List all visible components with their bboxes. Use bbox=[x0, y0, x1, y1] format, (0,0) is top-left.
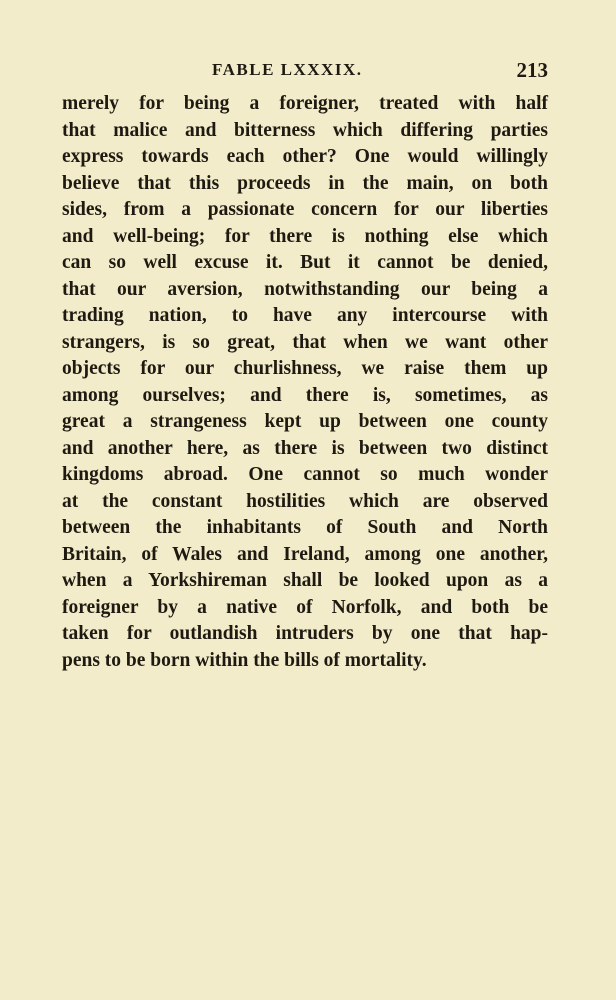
text-line: objects for our churlishness, we raise them up bbox=[62, 358, 548, 379]
text-line: among ourselves; and there is, sometimes, as bbox=[62, 384, 548, 406]
text-line: foreigner by a native of Norfolk, and both be bbox=[62, 596, 548, 618]
running-title: FABLE LXXXIX. bbox=[212, 60, 363, 79]
text-line: kingdoms abroad. One cannot so much wonder bbox=[62, 464, 548, 485]
text-line: that our aversion, notwithstanding our being a bbox=[62, 278, 548, 300]
text-line: that malice and bitterness which differing parties bbox=[62, 119, 548, 141]
text-line: great a strangeness kept up between one county bbox=[62, 411, 548, 432]
page-header bbox=[62, 58, 548, 86]
text-line: taken for outlandish intruders by one that hap- bbox=[62, 623, 548, 644]
text-line: pens to be born within the bills of mortality. bbox=[62, 649, 427, 671]
text-line: when a Yorkshireman shall be looked upon as a bbox=[62, 570, 548, 591]
text-line: between the inhabitants of South and North bbox=[62, 517, 548, 538]
text-line: sides, from a passionate concern for our liberties bbox=[62, 199, 548, 220]
text-line: can so well excuse it. But it cannot be denied, bbox=[62, 252, 548, 273]
text-line: express towards each other? One would willingly bbox=[62, 146, 548, 167]
text-line: Britain, of Wales and Ireland, among one another, bbox=[62, 543, 548, 565]
text-line: trading nation, to have any intercourse with bbox=[62, 305, 548, 326]
text-line: merely for being a foreigner, treated with half bbox=[62, 93, 548, 114]
text-line: and another here, as there is between two distinct bbox=[62, 437, 548, 459]
page-number: 213 bbox=[516, 58, 548, 82]
text-line: strangers, is so great, that when we want other bbox=[62, 331, 548, 353]
text-line: and well-being; for there is nothing else which bbox=[62, 225, 548, 247]
body-text bbox=[62, 91, 548, 674]
text-line: at the constant hostilities which are observed bbox=[62, 490, 548, 512]
text-line: believe that this proceeds in the main, on both bbox=[62, 172, 548, 194]
